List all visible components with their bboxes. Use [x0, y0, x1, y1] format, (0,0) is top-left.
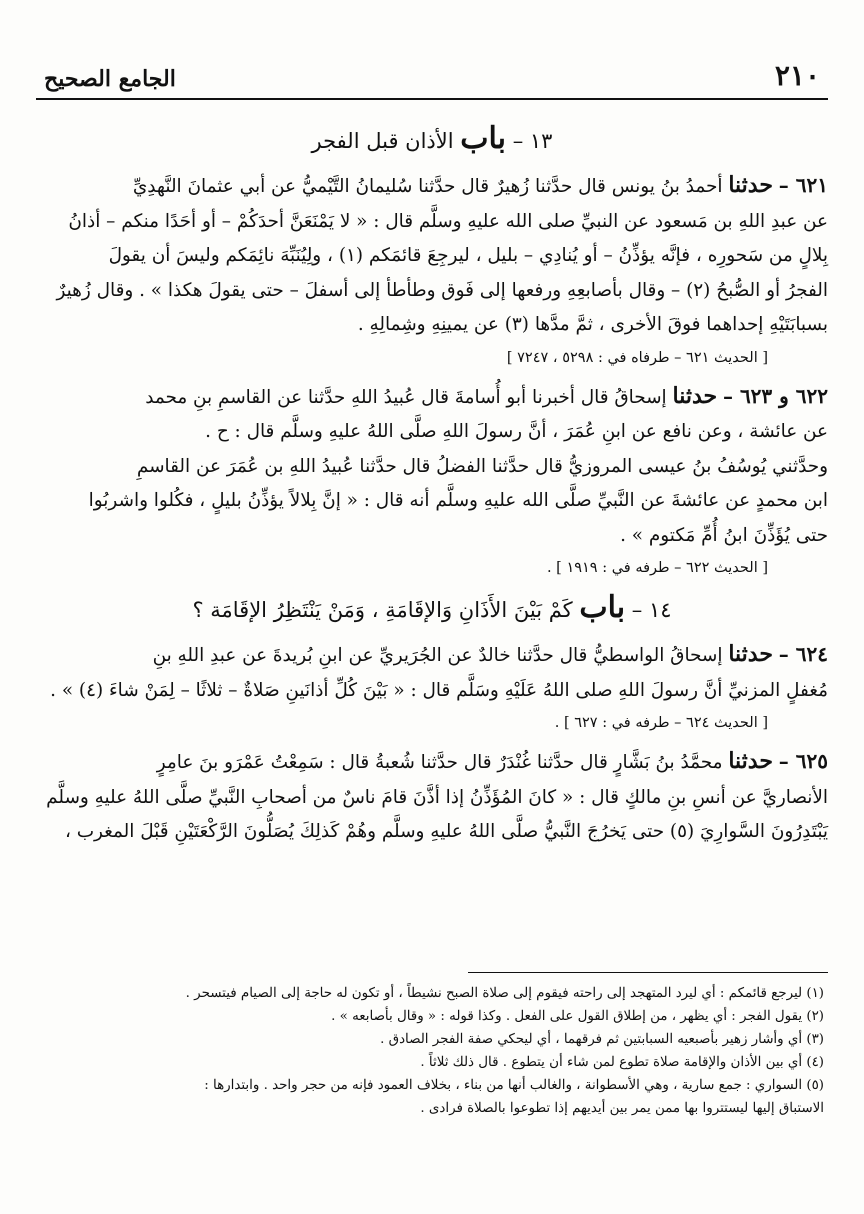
hadith-625 [36, 744, 828, 850]
hadith-line: بسبابَتَيْهِ إحداهما فوقَ الأخرى ، ثمَّ مدَّها (٣) عن يمينِهِ وشِمالِهِ . [357, 314, 828, 335]
hadith-line: الأنصاريَّ عن أنسِ بنِ مالكٍ قال : « كانَ المُؤَذِّنُ إذا أذَّنَ قامَ ناسٌ من أصحابِ النَّبيِّ صلَّى اللهُ عليهِ وسلَّم [46, 786, 828, 808]
hadith-line: ابن محمدٍ عن عائشةَ عن النَّبيِّ صلَّى الله عليهِ وسلَّم أنه قال : « إنَّ بِلالاً يؤذِّنُ بليلٍ ، فكُلوا واشربُوا [88, 490, 828, 511]
hadith-624 [36, 637, 828, 708]
hadith-number: ٦٢٢ و ٦٢٣ – [722, 383, 828, 408]
hadith-number: ٦٢٤ – [778, 642, 828, 666]
hadith-line: إسحاقُ قال أخبرنا أبو أُسامةَ قال عُبيدُ اللهِ حدَّثنا عن القاسمِ بنِ محمد [145, 386, 667, 408]
hadith-reference: [ الحديث ٦٢٢ – طرفه في : ١٩١٩ ] . [546, 560, 768, 576]
footnote: الاستباق إليها ليستتروا بها ممن يمر بين أيديهم إذا تطوعوا بالصلاة فرادى . [420, 1101, 824, 1116]
hadith-line: الفجرُ أو الصُّبحُ (٢) – وقال بأصابعِهِ ورفعها إلى فَوق وطأطأ إلى أسفلَ – حتى يقولَ هكذا » . وقال زُهيرٌ [56, 279, 828, 301]
hadith-621 [36, 168, 828, 343]
hadith-reference: [ الحديث ٦٢٤ – طرفه في : ٦٢٧ ] . [554, 715, 768, 731]
book-title: الجامع الصحيح [44, 66, 176, 92]
chapter-bab: باب [460, 121, 507, 156]
hadith-line: بِلالٍ من سَحورِه ، فإنَّه يؤذِّنُ – أو يُنادِي – بليل ، ليرجِعَ قائمَكم (١) ، ولِيُنَبِّهَ نائِمَكم وليسَ أن يقولَ [108, 245, 828, 266]
hadith-line: يَبْتَدِرُونَ السَّوارِيَ (٥) حتى يَخرُجَ النَّبيُّ صلَّى اللهُ عليهِ وسلَّم وهُمْ كَذلِكَ يُصَلُّونَ الرَّكْعَتَيْنِ قَبْلَ المغرب ، [64, 821, 828, 842]
hadith-622 [36, 379, 828, 554]
hadith-number: ٦٢٥ – [778, 749, 828, 773]
hadith-line: مُغفلٍ المزنيِّ أنَّ رسولَ اللهِ صلى اللهُ عَلَيْهِ وسَلَّم قال : « بَيْنَ كُلِّ أذانَينِ صَلاةٌ – ثلاثًا – لِمَنْ شاءَ (٤) » . [50, 679, 828, 701]
chapter-heading-13 [36, 122, 828, 158]
footnote: (٤) أي بين الأذان والإقامة صلاة تطوع لمن شاء أن يتطوع . قال ذلك ثلاثاً . [420, 1055, 824, 1070]
hadith-number: ٦٢١ – [778, 173, 828, 197]
footnote: (٣) أي وأشار زهير بأصبعيه السبابتين ثم فرقهما ، أي ليحكي صفة الفجر الصادق . [380, 1032, 824, 1047]
chapter-number: ١٤ – [631, 598, 672, 622]
chapter-title: كَمْ بَيْنَ الأَذَانِ وَالإقَامَةِ ، وَمَنْ يَنْتَظِرُ الإقَامَة ؟ [192, 598, 573, 622]
page [36, 52, 828, 850]
footnote: (٢) يقول الفجر : أي يظهر ، من إطلاق القول على الفعل . وكذا قوله : « وقال بأصابعه » . [331, 1009, 824, 1024]
page-number: ٢١٠ [774, 59, 820, 92]
footnotes [38, 982, 824, 1120]
hadith-line: حتى يُؤَذِّنَ ابنُ أُمِّ مَكتوم » . [620, 524, 828, 546]
hadith-line: عن عائشة ، وعن نافع عن ابنِ عُمَرَ ، أنَّ رسولَ اللهِ صلَّى اللهُ عليهِ وسلَّم قال : ح . [205, 421, 828, 442]
haddathana-word: حدثنا [728, 172, 773, 198]
hadith-line: محمَّدُ بنُ بَشَّارٍ قال حدَّثنا غُنْدَرٌ قال حدَّثنا شُعبةُ قال : سَمِعْتُ عَمْرَو بنَ عامِرٍ [156, 752, 723, 773]
haddathana-word: حدثنا [672, 382, 718, 409]
hadith-line: وحدَّثني يُوسُفُ بنُ عيسى المروزيُّ قال حدَّثنا الفضلُ قال حدَّثنا عُبيدُ اللهِ بن عُمَرَ عن القاسمِ [136, 455, 828, 477]
hadith-reference: [ الحديث ٦٢١ – طرفاه في : ٥٢٩٨ ، ٧٢٤٧ ] [506, 349, 768, 366]
footnote-divider [468, 972, 828, 973]
hadith-line: عن عبدِ اللهِ بن مَسعود عن النبيِّ صلى الله عليهِ وسلَّم قال : « لا يَمْنَعَنَّ أحدَكُمْ – أو أحَدًا منكم – أذانُ [68, 210, 828, 232]
chapter-number: ١٣ – [512, 129, 553, 153]
chapter-bab: باب [579, 590, 626, 625]
haddathana-word: حدثنا [728, 748, 773, 774]
page-header [36, 52, 828, 100]
chapter-title: الأذان قبل الفجر [311, 129, 454, 153]
haddathana-word: حدثنا [728, 641, 773, 667]
footnote: (١) ليرجع قائمكم : أي ليرد المتهجد إلى راحته فيقوم إلى صلاة الصبح نشيطاً ، أو تكون له حاجة إلى الصيام فيتسحر . [185, 986, 824, 1001]
chapter-heading-14 [36, 591, 828, 627]
hadith-line: أحمدُ بنُ يونس قال حدَّثنا زُهيرٌ قال حدَّثنا سُليمانُ التَّيْميُّ عن أبي عثمانَ النَّهدِيِّ [132, 176, 723, 197]
footnote: (٥) السواري : جمع سارية ، وهي الأسطوانة ، والغالب أنها من بناء ، بخلاف العمود فإنه من حجر واحد . وابتدارها : [204, 1078, 824, 1093]
hadith-line: إسحاقُ الواسطيُّ قال حدَّثنا خالدٌ عن الجُرَيريِّ عن ابنِ بُريدةَ عن عبدِ اللهِ بنِ [152, 645, 723, 666]
